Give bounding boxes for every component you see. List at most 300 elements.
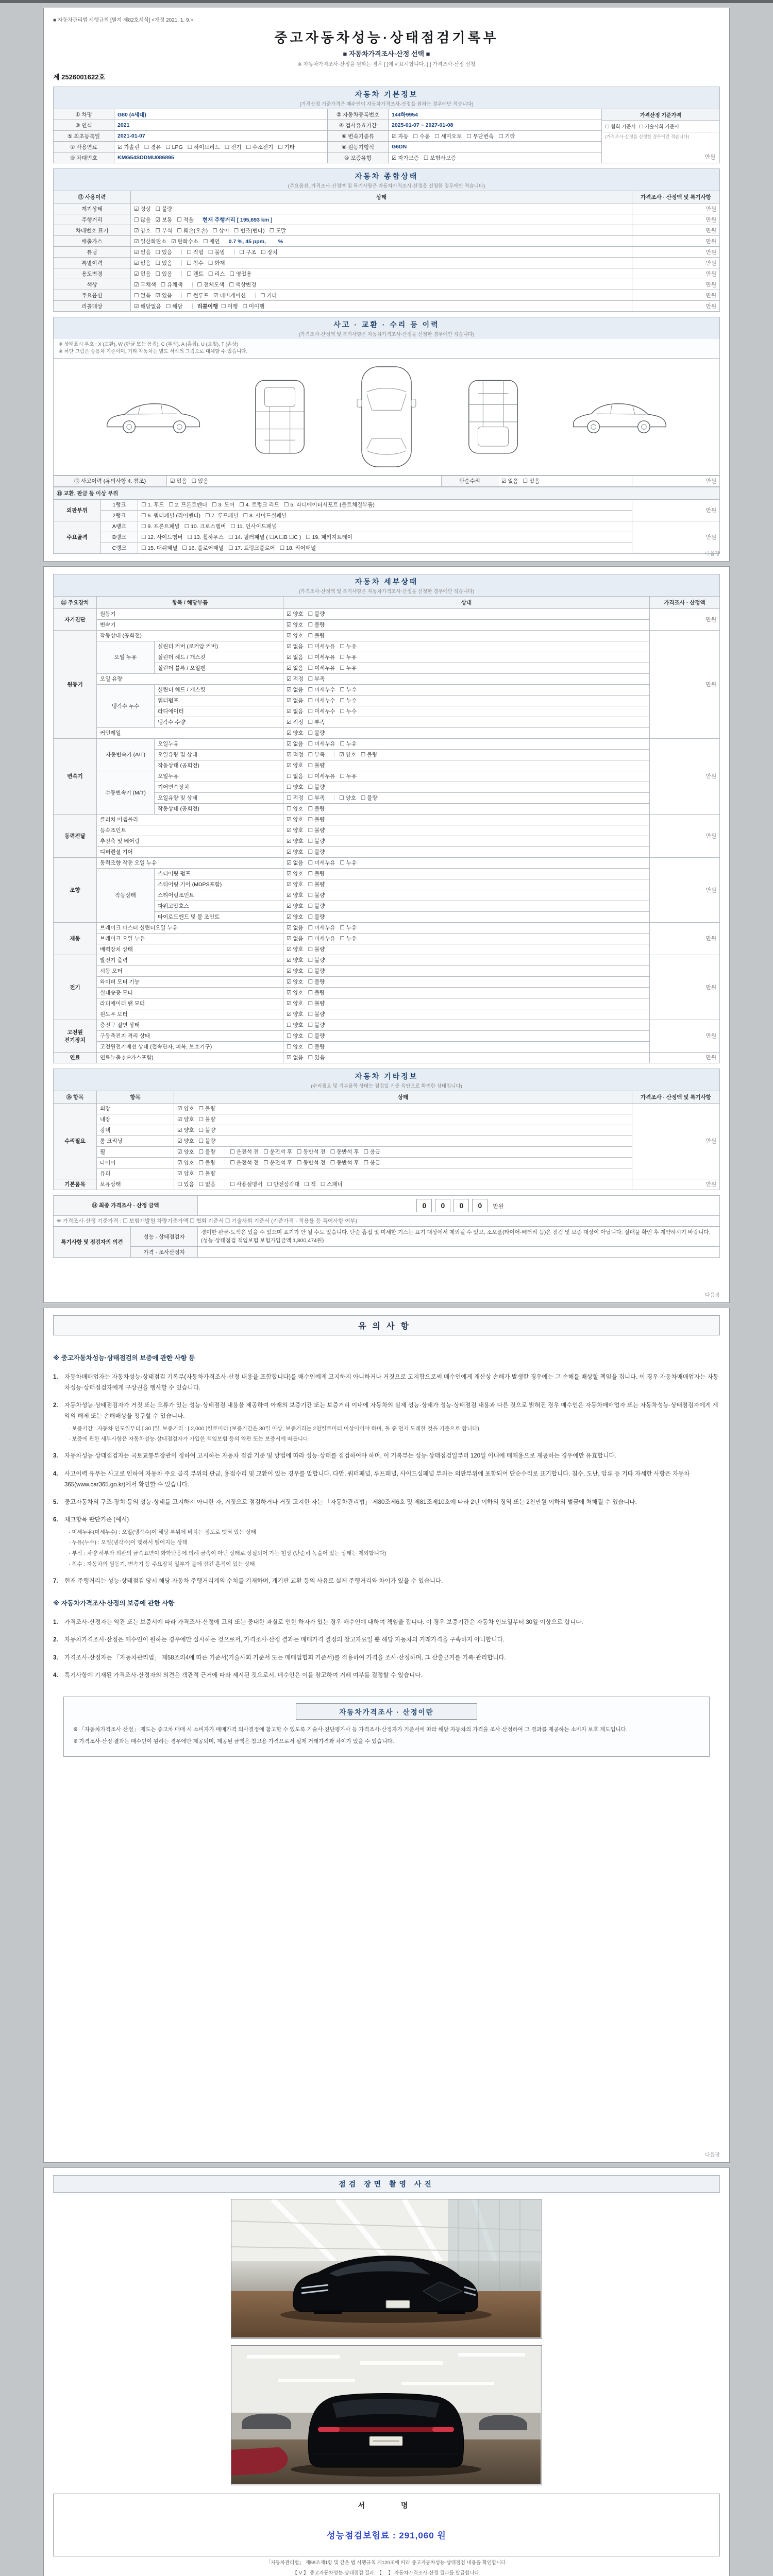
checkbox-unchecked[interactable]: ☐ 7. 루프패널 [205,513,239,519]
checkbox-unchecked[interactable]: ☐ 부족 [308,752,325,758]
checkbox-unchecked[interactable]: ☐ 누수 [340,687,357,693]
checkbox-unchecked[interactable]: ☐ 응급 [363,1160,381,1166]
checkbox-unchecked[interactable]: ☐ 상이 [212,227,229,234]
device-row [54,857,720,868]
device-item-label: 배력장치 상태 [97,944,283,955]
checkbox-unchecked[interactable]: ☐ 누유 [340,925,357,931]
checkbox-checked[interactable]: ☑ 양호 [177,1138,194,1144]
checkbox-unchecked[interactable]: ☐ 보험사보증 [423,155,456,161]
checkbox-unchecked[interactable]: ☐ 렌트 [187,270,204,277]
checkbox-checked[interactable]: ☑ 없음 [287,936,304,942]
checkbox-checked[interactable]: ☑ 양호 [177,1171,194,1177]
checkbox-checked[interactable]: ☑ 자가보증 [392,155,419,161]
checkbox-checked[interactable]: ☑ 없음 [287,687,304,693]
checkbox-unchecked[interactable]: ☐ LPG [165,144,183,150]
checkbox-unchecked[interactable]: ☐ 불량 [155,206,173,212]
rank-label: A랭크 [101,521,138,532]
span [413,1201,504,1210]
checkbox-unchecked[interactable]: ☐ 불량 [308,1001,325,1007]
path [574,403,666,427]
device-item-state [283,619,650,630]
signature-title: 서 명 [358,2501,415,2510]
section-basic-info [53,87,720,163]
device-item-label: 보유상태 [97,1179,174,1190]
checkbox-unchecked[interactable]: ☐ 영업용 [229,270,252,277]
device-item-label: 클러치 어셈블리 [97,814,283,825]
checkbox-unchecked[interactable]: ☐ 5. 라디에이터서포트 (볼트체결부품) [283,502,375,508]
checkbox-checked[interactable]: ☑ 적정 [287,719,304,725]
checkbox-unchecked[interactable]: ☐ 리스 [208,270,225,277]
checkbox-unchecked[interactable]: ☐ 불량 [308,882,325,888]
checkbox-unchecked[interactable]: ☐ 불량 [308,968,325,974]
checkbox-unchecked[interactable]: ☐ 4. 트렁크 리드 [239,502,279,508]
checkbox-unchecked[interactable]: ☐ 미세누유 [308,936,335,942]
checkbox-unchecked[interactable]: ☐ 장치 [261,249,278,256]
checkbox-unchecked[interactable]: ☐ 무단변속 [466,133,494,140]
next-page-label: 다음장 [705,1292,720,1298]
checkbox-unchecked[interactable]: ☐ 불법 [208,249,225,256]
checkbox-unchecked[interactable]: ☐ 미세누유 [308,773,335,779]
checkbox-unchecked[interactable]: ☐ 동반석 전 [296,1149,326,1155]
checkbox-checked[interactable]: ☑ 양호 [177,1149,194,1155]
checkbox-unchecked[interactable]: ☐ 불량 [198,1149,216,1155]
checkbox-unchecked[interactable]: ☐ 부식 [155,227,173,234]
device-item-state [283,782,650,792]
checkbox-unchecked[interactable]: ☐ 동반석 전 [296,1160,326,1166]
checkbox-unchecked[interactable]: ☐ 양호 [287,806,304,812]
checkbox-unchecked[interactable]: ☐ 불량 [308,871,325,877]
checkbox-unchecked[interactable]: ☐ 없음 [287,773,304,779]
device-item-state [283,684,650,695]
summary-row [54,268,720,279]
checkbox-unchecked[interactable]: ☐ 해당 [165,303,183,310]
checkbox-checked[interactable]: ☑ 네비게이션 [213,292,246,299]
checkbox-unchecked[interactable]: ☐ 미세누수 [308,687,335,693]
checkbox-checked[interactable]: ☑ 양호 [177,1160,194,1166]
checkbox-unchecked[interactable]: ☐ 불량 [308,990,325,996]
checkbox-checked[interactable]: ☑ 양호 [287,903,304,909]
section-header [53,87,720,109]
checkbox-checked[interactable]: ☑ 양호 [287,1001,304,1007]
checkbox-unchecked[interactable]: ☐ 부족 [308,795,325,801]
checkbox-checked[interactable]: ☑ 없음 [287,643,304,650]
checkbox-checked[interactable]: ☑ 없음 [134,249,151,256]
checkbox-unchecked[interactable]: ☐ 스패너 [320,1181,343,1188]
checkbox-unchecked[interactable]: ☐ 12. 사이드멤버 [141,534,183,540]
device-item-state [283,976,650,987]
checkbox-checked[interactable]: ☑ 없음 [287,860,304,866]
checkbox-checked[interactable]: ☑ 무채색 [134,281,156,288]
section-note: (주요옵션, 가격조사·산정액 및 특기사항은 자동차가격조사·산정을 신청한 경우에만 적습니다) [288,183,485,189]
checkbox-unchecked[interactable]: ☐ 있음 [155,260,173,266]
checkbox-unchecked[interactable]: ☐ 불량 [308,611,325,617]
checkbox-unchecked[interactable]: ☐ 미이행 [242,303,265,310]
checkbox-unchecked[interactable]: ☐ 누유 [340,643,357,650]
checkbox-checked[interactable]: ☑ 양호 [177,1127,194,1133]
checkbox-unchecked[interactable]: ☐ 기술사회 기준서 [638,124,679,130]
device-group-label: 기본품목 [54,1179,97,1190]
checkbox-unchecked[interactable]: ☐ 불량 [308,1011,325,1018]
checkbox-checked[interactable]: ☑ 적정 [287,676,304,682]
checkbox-checked[interactable]: ☑ 양호 [287,633,304,639]
checkbox-unchecked[interactable]: ☐ 침수 [187,260,204,266]
notice-title: 유의사항 [53,1315,720,1335]
checkbox-unchecked[interactable]: ☐ 적음 [177,216,194,223]
device-item-label: 스티어링조인트 [155,890,283,901]
notice-items-group-2 [53,1611,720,1683]
checkbox-unchecked[interactable]: ☐ 운전석 전 [230,1160,259,1166]
thead [54,191,720,204]
checkbox-checked[interactable]: ☑ 없음 [134,260,151,266]
checkbox-checked[interactable]: ☑ 적정 [287,752,304,758]
device-row [54,1114,720,1125]
checkbox-unchecked[interactable]: ☐ 응급 [363,1149,381,1155]
page-3 [43,1308,730,2163]
checkbox-unchecked[interactable]: ☐ 부족 [308,719,325,725]
checkbox-checked[interactable]: ☑ 양호 [287,957,304,963]
device-item-state [174,1179,632,1190]
checkbox-checked[interactable]: ☑ 해당없음 [134,303,161,310]
checkbox-checked[interactable]: ☑ 없음 [287,665,304,671]
checkbox-unchecked[interactable]: ☐ 불량 [198,1127,216,1133]
checkbox-unchecked[interactable]: ☐ 누유 [340,860,357,866]
checkbox-unchecked[interactable]: ☐ 불량 [308,762,325,769]
checkbox-checked[interactable]: ☑ 양호 [287,1011,304,1018]
checkbox-unchecked[interactable]: ☐ 매연 [203,238,220,245]
device-row [54,619,720,630]
checkbox-checked[interactable]: ☑ 없음 [287,741,304,747]
checkbox-unchecked[interactable]: ☐ 9. 프론트패널 [141,523,180,530]
checkbox-unchecked[interactable]: ☐ 있음 [523,478,540,484]
checkbox-unchecked[interactable]: ☐ 11. 인사이드패널 [230,523,277,530]
checkbox-unchecked[interactable]: ☐ 불량 [308,730,325,736]
price-cell: 만원 [632,1179,720,1190]
parts-items [138,499,632,510]
checkbox-unchecked[interactable]: ☐ 17. 트렁크플로어 [228,545,275,551]
checkbox-unchecked[interactable]: ☐ 양호 [287,1022,304,1028]
checkbox-unchecked[interactable]: ☐ 안전삼각대 [267,1181,300,1188]
device-item-state [283,965,650,976]
device-item-label: 연료누출 (LP가스포함) [97,1052,283,1063]
device-item-label: 구동축전지 격리 상태 [97,1030,283,1041]
checkbox-unchecked[interactable]: ☐ 불량 [308,1022,325,1028]
checkbox-unchecked[interactable]: ☐ 불량 [198,1171,216,1177]
checkbox-checked[interactable]: ☑ 양호 [177,1106,194,1112]
checkbox-checked[interactable]: ☑ 양호 [287,838,304,844]
checkbox-checked[interactable]: ☑ 양호 [287,762,304,769]
checkbox-unchecked[interactable]: ☐ 불량 [308,892,325,899]
checkbox-unchecked[interactable]: ☐ 수소전기 [246,144,274,150]
checkbox-unchecked[interactable]: ☐ 누유 [340,665,357,671]
device-item-state [283,630,650,641]
device-item-label: 기어변속장치 [155,782,283,792]
checkbox-unchecked[interactable]: ☐ 있음 [308,1055,325,1061]
column-header: 가격조사 · 산정액 및 특기사항 [632,1091,720,1103]
checkbox-unchecked[interactable]: ☐ 전기 [224,144,242,150]
checkbox-checked[interactable]: ☑ 정상 [134,206,151,212]
checkbox-unchecked[interactable]: ☐ 양호 [287,784,304,790]
checkbox-checked[interactable]: ☑ 있음 [155,292,173,299]
checkbox-checked[interactable]: ☑ 탄화수소 [171,238,198,245]
checkbox-unchecked[interactable]: ☐ 불량 [308,633,325,639]
checkbox-unchecked[interactable]: ☐ 많음 [134,216,151,223]
row-label: 계기상태 [54,204,131,214]
checkbox-unchecked[interactable]: ☐ 미세누유 [308,654,335,660]
checkbox-checked[interactable]: ☑ 양호 [287,914,304,920]
checkbox-unchecked[interactable]: ☐ 변조(변타) [233,227,265,234]
checkbox-unchecked[interactable]: ☐ 훼손(오손) [177,227,208,234]
checkbox-unchecked[interactable]: ☐ 사용설명서 [230,1181,263,1188]
checkbox-checked[interactable]: ☑ 없음 [134,270,151,277]
tr [54,476,720,486]
checkbox-unchecked[interactable]: ☐ 누수 [340,708,357,715]
checkbox-unchecked[interactable]: ☐ 누수 [340,698,357,704]
column-header: 상태 [131,191,632,204]
checkbox-checked[interactable]: ☑ 양호 [287,979,304,985]
checkbox-checked[interactable]: ☑ 일산화탄소 [134,238,167,245]
checkbox-unchecked[interactable]: ☐ 불량 [198,1106,216,1112]
checkbox-unchecked[interactable]: ☐ 동반석 후 [330,1149,359,1155]
checkbox-unchecked[interactable]: ☐ 있음 [177,1181,194,1188]
checkbox-unchecked[interactable]: ☐ 불량 [308,827,325,834]
checkbox-checked[interactable]: ☑ 양호 [287,611,304,617]
checkbox-checked[interactable]: ☑ 없음 [170,478,187,484]
checkbox-unchecked[interactable]: ☐ 있음 [191,478,209,484]
checkbox-unchecked[interactable]: ☐ 불량 [308,784,325,790]
checkbox-unchecked[interactable]: ☐ 불량 [198,1116,216,1123]
device-item-label: 라디에이터 팬 모터 [97,998,283,1009]
checkbox-unchecked[interactable]: ☐ 불량 [308,914,325,920]
checkbox-unchecked[interactable]: ☐ 수동 [413,133,430,140]
form-reference-note: ■ 자동차관리법 시행규칙 [별지 제82호서식] <개정 2021. 1. 9.> [53,18,194,23]
checkbox-checked[interactable]: ☑ 없음 [287,1055,304,1061]
checkbox-unchecked[interactable]: ☐ 기타 [498,133,515,140]
photo-section-title: 점검 장면 촬영 사진 [53,2175,720,2193]
checkbox-checked[interactable]: ☑ 양호 [339,752,356,758]
checkbox-unchecked[interactable]: ☐ 미세누유 [308,860,335,866]
checkbox-checked[interactable]: ☑ 없음 [287,925,304,931]
checkbox-unchecked[interactable]: ☐ 불량 [308,1033,325,1039]
checkbox-unchecked[interactable]: ☐ 적법 [187,249,204,256]
checkbox-unchecked[interactable]: ☐ 불량 [308,817,325,823]
checkbox-unchecked[interactable]: ☐ 1. 후드 [141,502,164,508]
checkbox-unchecked[interactable]: ☐ 하이브리드 [187,144,220,150]
checkbox-unchecked[interactable]: ☐ 세미오토 [434,133,462,140]
checkbox-checked[interactable]: ☑ 양호 [177,1116,194,1123]
checkbox-checked[interactable]: ☑ 가솔린 [117,144,140,150]
checkbox-unchecked[interactable]: ☐ 구조 [239,249,257,256]
checkbox-unchecked[interactable]: ☐ 16. 플로어패널 [182,545,224,551]
checkbox-unchecked[interactable]: ☐ 미세누유 [308,665,335,671]
checkbox-unchecked[interactable]: ☐ 15. 대쉬패널 [141,545,178,551]
checkbox-checked[interactable]: ☑ 양호 [287,730,304,736]
checkbox-unchecked[interactable]: ☐ 미세누수 [308,708,335,715]
device-item-state [283,760,650,771]
checkbox-unchecked[interactable]: ☐ 양호 [339,795,356,801]
checkbox-checked[interactable]: ☑ 양호 [287,849,304,855]
field-label: ⑧ 원동기형식 [328,142,389,152]
device-item-state [283,771,650,782]
price-cell: 만원 [632,279,720,290]
device-item-label: 윈도우 모터 [97,1009,283,1020]
checkbox-unchecked[interactable]: ☐ 화재 [208,260,225,266]
thead [54,1091,720,1103]
checkbox-unchecked[interactable]: ☐ 불량 [308,957,325,963]
checkbox-unchecked[interactable]: ☐ 불량 [198,1160,216,1166]
registration-number-value: 144하9954 [389,109,602,120]
notice-item-number: 2. [53,1402,58,1409]
checkbox-checked[interactable]: ☑ 양호 [287,892,304,899]
checkbox-unchecked[interactable]: ☐ 도말 [269,227,287,234]
checkbox-checked[interactable]: ☑ 양호 [287,827,304,834]
field-label: ⑤ 최초등록일 [54,131,114,142]
device-item-state [283,825,650,836]
checkbox-unchecked[interactable]: ☐ 경유 [144,144,161,150]
checkbox-unchecked[interactable]: ☐ 6. 쿼터패널 (리어펜더) [141,513,201,519]
device-row [54,684,720,695]
checkbox-unchecked[interactable]: ☐ 적정 [287,795,304,801]
page-1 [43,8,730,562]
checkbox-unchecked[interactable]: ☐ 불량 [308,1044,325,1050]
checkbox-unchecked[interactable]: ☐ 불량 [360,795,378,801]
checkbox-unchecked[interactable]: ☐ 불량 [308,979,325,985]
price-basis-title: 가격산정 기준가격 [602,109,719,121]
checkbox-unchecked[interactable]: ☐ 썬루프 [187,292,209,299]
checkbox-unchecked[interactable]: ☐ 운전석 후 [263,1149,292,1155]
checkbox-unchecked[interactable]: ☐ 19. 패키지트레이 [306,534,352,540]
checkbox-unchecked[interactable]: ☐ 누유 [340,654,357,660]
checkbox-unchecked[interactable]: ☐ 미세누유 [308,643,335,650]
rect [247,2355,340,2359]
checkbox-checked[interactable]: ☑ 양호 [287,622,304,628]
checkbox-checked[interactable]: ☑ 양호 [287,990,304,996]
checkbox-unchecked[interactable]: ☐ 불량 [198,1138,216,1144]
section-header [53,317,720,339]
checkbox-unchecked[interactable]: ☐ 불량 [308,903,325,909]
checkbox-unchecked[interactable]: ☐ 미세누유 [308,741,335,747]
basic-info-body [53,109,720,163]
checkbox-unchecked[interactable]: ☐ 부족 [308,676,325,682]
checkbox-checked[interactable]: ☑ 자동 [392,133,409,140]
device-item-state [174,1168,632,1179]
checkbox-unchecked[interactable]: ☐ 없음 [198,1181,216,1188]
checkbox-unchecked[interactable]: ☐ 기타 [260,292,277,299]
checkbox-unchecked[interactable]: ☐ 누유 [340,741,357,747]
notice-item [53,1372,720,1394]
checkbox-unchecked[interactable]: ☐ 불량 [308,849,325,855]
page-title: 중고자동차성능·상태점검기록부 [274,30,499,45]
price-survey-explain-title: 자동차가격조사 · 산정이란 [296,1703,477,1720]
checkbox-checked[interactable]: ☑ 보통 [155,216,173,223]
checkbox-unchecked[interactable]: ☐ 잭 [304,1181,316,1188]
checkbox-checked[interactable]: ☑ 없음 [501,478,518,484]
checkbox-unchecked[interactable]: ☐ 10. 크로스멤버 [184,523,226,530]
next-page-label: 다음장 [705,551,720,557]
checkbox-unchecked[interactable]: ☐ 미세누수 [308,698,335,704]
checkbox-unchecked[interactable]: ☐ 불량 [308,838,325,844]
checkbox-unchecked[interactable]: ☐ 있음 [155,249,173,256]
checkbox-unchecked[interactable]: ☐ 운전석 후 [263,1160,292,1166]
checkbox-unchecked[interactable]: ☐ 2. 프론트펜더 [169,502,208,508]
checkbox-unchecked[interactable]: ☐ 누유 [340,936,357,942]
checkbox-unchecked[interactable]: ☐ 14. 필러패널 ( ☐A ☐B ☐C ) [228,534,301,540]
device-item-state [283,987,650,998]
checkbox-checked[interactable]: ☑ 없음 [287,698,304,704]
final-price-digits [198,1195,720,1215]
summary-row [54,247,720,258]
column-header: 가격조사 · 산정액 [650,596,720,608]
checkbox-unchecked[interactable]: ☐ 협회 기준서 [605,124,636,130]
checkbox-unchecked[interactable]: ☐ 유채색 [160,281,183,288]
checkbox-checked[interactable]: ☑ 양호 [287,871,304,877]
checkbox-checked[interactable]: ☑ 양호 [287,882,304,888]
checkbox-unchecked[interactable]: ☐ 양호 [287,1044,304,1050]
checkbox-checked[interactable]: ☑ 양호 [287,946,304,953]
checkbox-unchecked[interactable]: ☐ 8. 사이드실패널 [243,513,287,519]
checkbox-unchecked[interactable]: ☐ 운전석 전 [230,1149,259,1155]
column-header: 항목 / 해당부품 [97,596,283,608]
device-item-label: 오일누유 [155,771,283,782]
notice-item-number: 5. [53,1499,58,1506]
device-item-label: 실내송풍 모터 [97,987,283,998]
checkbox-unchecked[interactable]: ☐ 불량 [360,752,378,758]
checkbox-unchecked[interactable]: ☐ 있음 [155,270,173,277]
checkbox-unchecked[interactable]: ☐ 양호 [287,1033,304,1039]
accident-history-label: ⑫ 사고이력 (유의사항 4. 참조) [54,476,167,486]
checkbox-unchecked[interactable]: ☐ 18. 리어패널 [279,545,316,551]
price-basis-box [602,109,720,163]
notice-item [53,1515,720,1526]
notice-item-number: 1. [53,1374,58,1380]
device-row [54,976,720,987]
checkbox-unchecked[interactable]: ☐ 동반석 후 [330,1160,359,1166]
checkbox-checked[interactable]: ☑ 없음 [287,708,304,715]
summary-row [54,258,720,268]
checkbox-unchecked[interactable]: ☐ 3. 도어 [212,502,235,508]
device-item-label: 타이어 [97,1157,174,1168]
section-header [53,574,720,596]
tbody [54,1195,720,1226]
checkbox-checked[interactable]: ☑ 없음 [287,654,304,660]
price-cell: 만원 [650,608,720,630]
checkbox-unchecked[interactable]: ☐ 색상변경 [229,281,257,288]
price-basis-amount: 만원 [704,154,715,160]
checkbox-unchecked[interactable]: ☐ 불량 [308,806,325,812]
car-diagram-row [53,359,720,476]
device-row [54,836,720,846]
checkbox-checked[interactable]: ☑ 양호 [287,968,304,974]
checkbox-unchecked[interactable]: ☐ 불량 [308,622,325,628]
checkbox-checked[interactable]: ☑ 양호 [287,817,304,823]
page-4 [43,2167,730,2576]
notice-item [53,1469,720,1491]
notice-item-number: 7. [53,1578,58,1584]
vsep [255,293,256,298]
checkbox-unchecked[interactable]: ☐ 누유 [340,773,357,779]
device-item-state [174,1157,632,1168]
exchanged-parts-table [53,487,720,554]
checkbox-unchecked[interactable]: ☐ 13. 휠하우스 [187,534,224,540]
checkbox-unchecked[interactable]: ☐ 불량 [308,946,325,953]
device-item-label: 변속기 [97,619,283,630]
checkbox-unchecked[interactable]: ☐ 없음 [134,292,151,299]
notice-item-text: 현재 주행거리는 성능·상태점검 당시 해당 자동차 주행거리계의 수치를 기재하며, 계기판 교환 등의 사유로 실제 주행거리와 차이가 있을 수 있습니다. [64,1578,443,1584]
checkbox-unchecked[interactable]: ☐ 기타 [278,144,295,150]
checkbox-checked[interactable]: ☑ 양호 [134,227,151,234]
checkbox-unchecked[interactable]: ☐ 이행 [221,303,238,310]
checkbox-unchecked[interactable]: ☐ 전체도색 [197,281,225,288]
checkbox-unchecked[interactable]: ☐ 미세누유 [308,925,335,931]
